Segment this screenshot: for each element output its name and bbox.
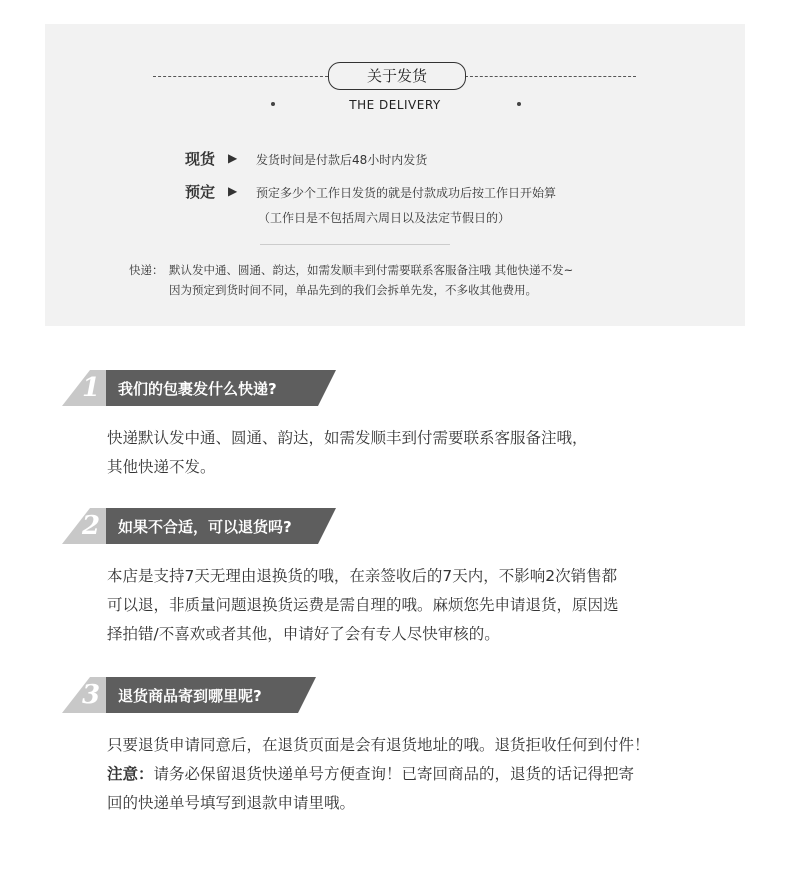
dot-right xyxy=(517,102,521,106)
header-divider-left xyxy=(153,76,328,77)
arrow-right-icon: ▶ xyxy=(228,184,238,198)
courier-line-2: 因为预定到货时间不同，单品先到的我们会拆单先发，不多收其他费用。 xyxy=(169,283,537,297)
faq-3-header xyxy=(62,677,362,713)
notice-label: 注意： xyxy=(107,765,154,783)
faq-1-number: 1 xyxy=(82,373,101,403)
faq-2-header xyxy=(62,508,362,544)
faq-2-number: 2 xyxy=(82,511,101,541)
preorder-desc: 预定多少个工作日发货的就是付款成功后按工作日开始算 xyxy=(256,186,557,200)
faq-3-number: 3 xyxy=(82,680,101,710)
header-divider-right xyxy=(465,76,636,77)
faq-3-answer-line: 回的快递单号填写到退款申请里哦。 xyxy=(107,794,356,812)
preorder-term: 预定 xyxy=(185,183,216,201)
delivery-info-panel xyxy=(45,24,745,326)
faq-1-answer xyxy=(107,424,588,482)
faq-2-answer-line: 本店是支持7天无理由退换货的哦，在亲签收后的7天内，不影响2次销售都 xyxy=(107,567,618,585)
in-stock-desc: 发货时间是付款后48小时内发货 xyxy=(256,153,428,167)
courier-line-1: 默认发中通、圆通、韵达，如需发顺丰到付需要联系客服备注哦 其他快递不发~ xyxy=(169,263,574,277)
faq-3-answer-line: 只要退货申请同意后，在退货页面是会有退货地址的哦。退货拒收任何到付件！ xyxy=(107,736,650,754)
faq-2-answer-line: 可以退，非质量问题退换货运费是需自理的哦。麻烦您先申请退货，原因选 xyxy=(107,596,619,614)
faq-1-answer-line: 快递默认发中通、圆通、韵达，如需发顺丰到付需要联系客服备注哦， xyxy=(107,429,588,447)
faq-1-answer-line: 其他快递不发。 xyxy=(107,458,216,476)
workday-note: （工作日是不包括周六周日以及法定节假日的） xyxy=(258,211,511,225)
notice-text: 请务必保留退货快递单号方便查询！已寄回商品的，退货的话记得把寄 xyxy=(153,765,635,783)
arrow-right-icon: ▶ xyxy=(228,151,238,165)
faq-2-answer xyxy=(107,562,619,649)
faq-3-answer xyxy=(107,731,650,818)
faq-3-answer-line xyxy=(107,760,650,789)
dot-left xyxy=(271,102,275,106)
faq-2-question: 如果不合适，可以退货吗? xyxy=(118,518,292,536)
separator xyxy=(260,244,450,245)
faq-1-header xyxy=(62,370,362,406)
delivery-title: 关于发货 xyxy=(328,62,466,90)
faq-3-question: 退货商品寄到哪里呢? xyxy=(118,687,262,705)
in-stock-term: 现货 xyxy=(185,150,216,168)
faq-2-answer-line: 择拍错/不喜欢或者其他，申请好了会有专人尽快审核的。 xyxy=(107,625,500,643)
courier-label: 快递： xyxy=(129,263,164,277)
delivery-subtitle: THE DELIVERY xyxy=(349,98,441,112)
faq-1-question: 我们的包裹发什么快递? xyxy=(118,380,277,398)
